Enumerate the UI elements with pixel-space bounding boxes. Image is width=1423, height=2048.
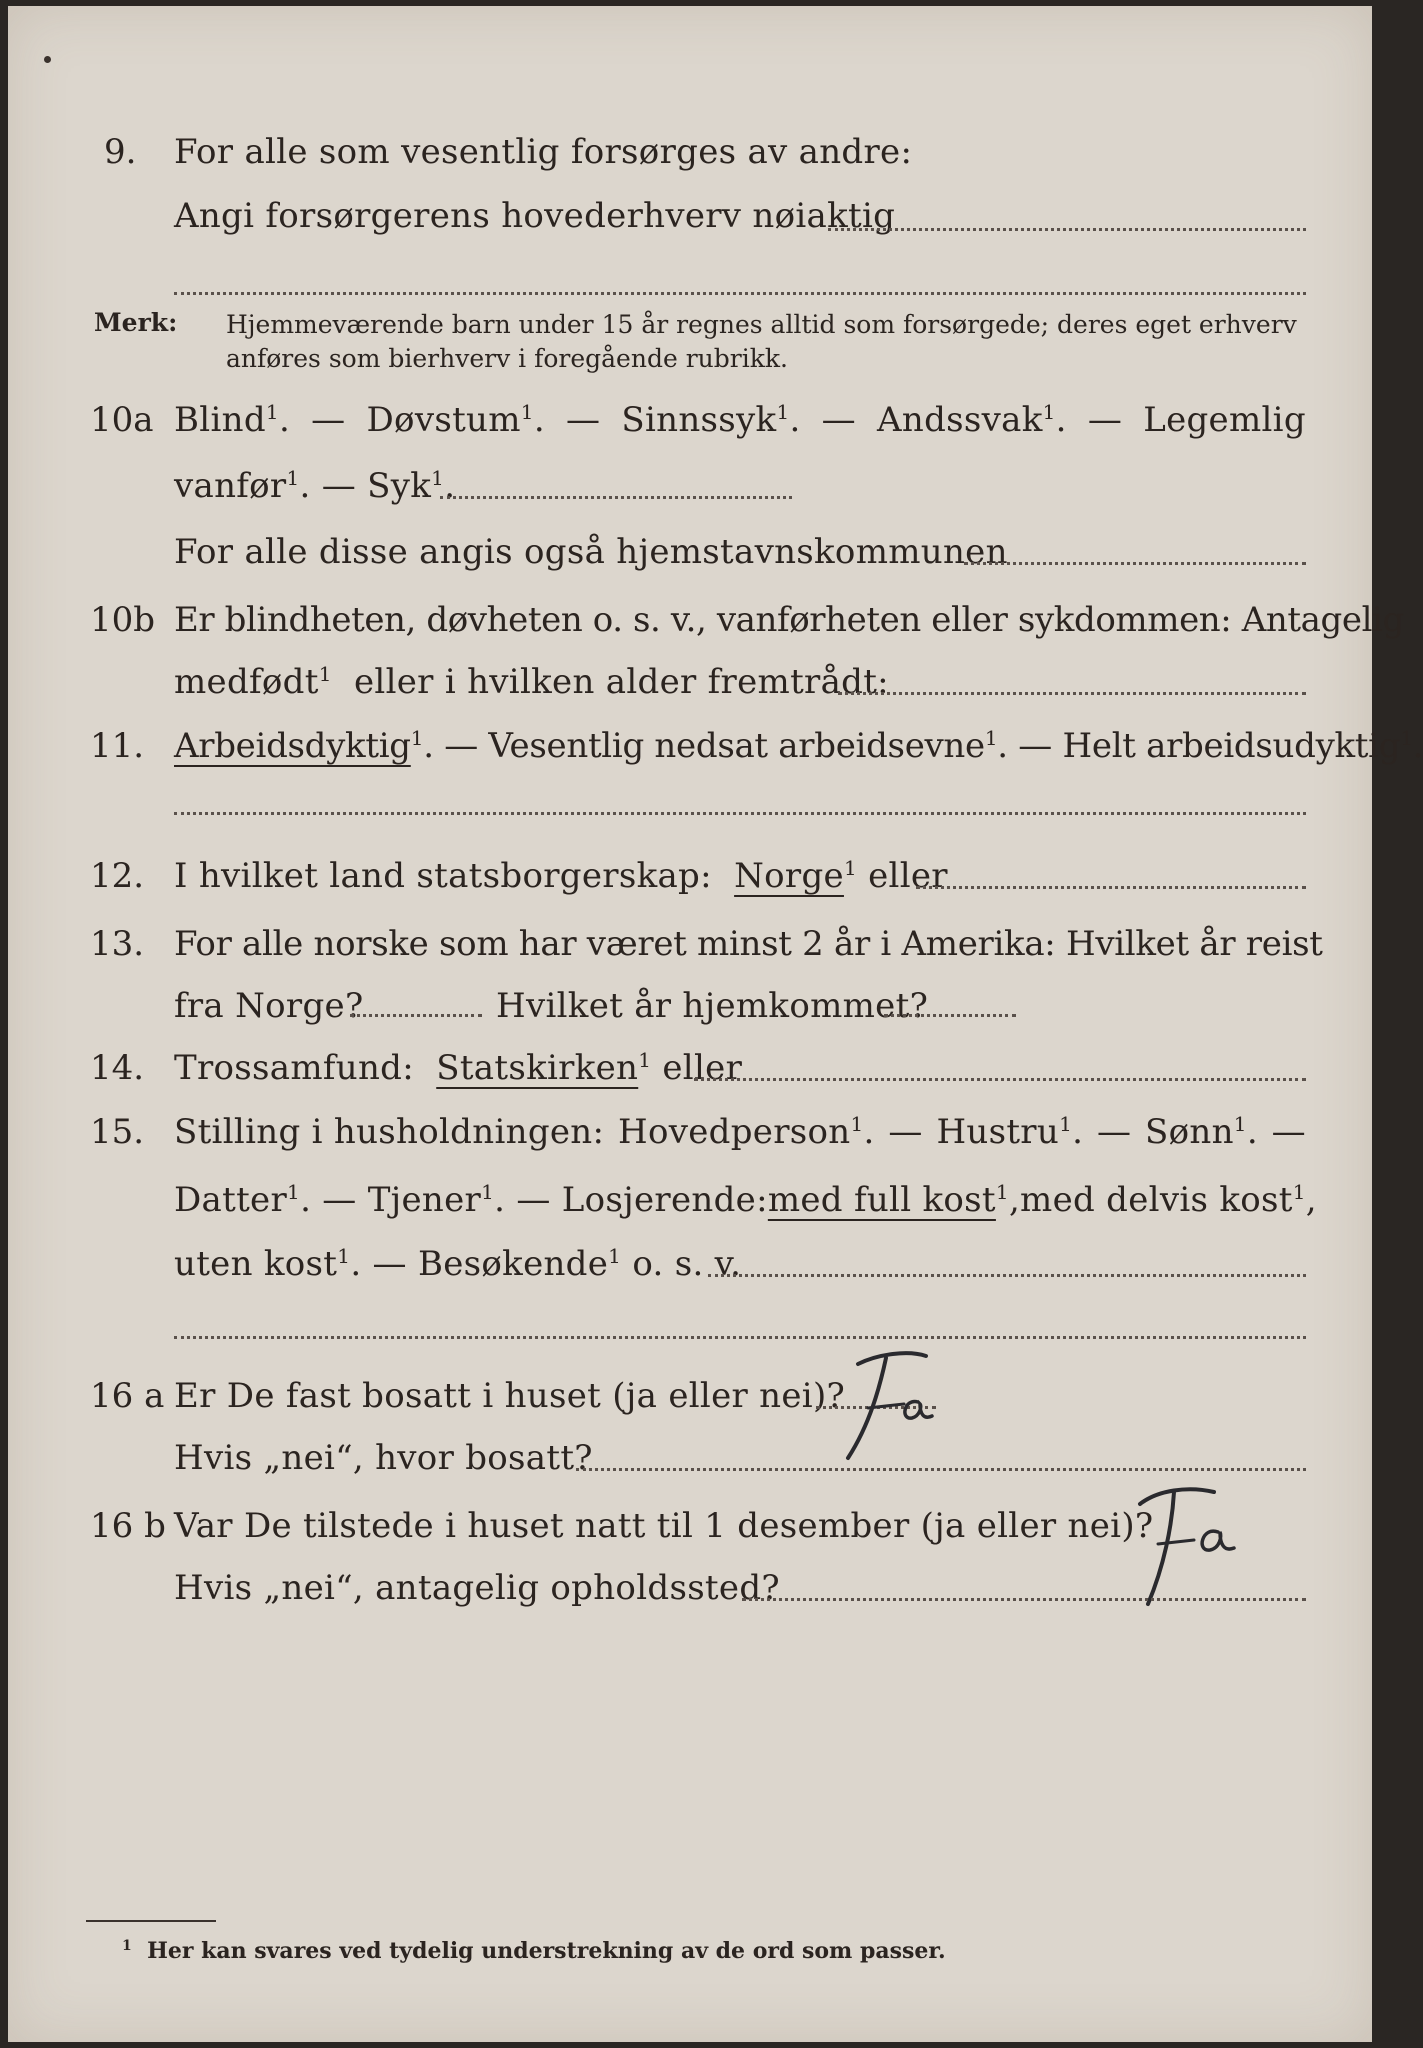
blind-option: Blind	[174, 400, 266, 440]
q11-line: Arbeidsdyktig$^1$. — Vesentlig nedsat arbeidsevne$^1$. — Helt arbeidsudyktig$^1$.	[174, 726, 1423, 766]
andssvak-option: Andssvak	[877, 400, 1043, 440]
footnote-rule	[86, 1920, 216, 1922]
q16b-line1: Var De tilstede i huset natt til 1 desember (ja eller nei)?	[174, 1506, 1154, 1546]
merk-line2: anføres som bierhverv i foregående rubrikk.	[226, 344, 788, 373]
vanfor-option: vanfør	[174, 466, 287, 506]
q9-line1: For alle som vesentlig forsørges av andre:	[174, 132, 913, 172]
q15-answer-line[interactable]	[708, 1274, 1306, 1277]
census-form-page	[8, 6, 1423, 2042]
dovstum-option: Døvstum	[366, 400, 521, 440]
q11-answer-line[interactable]	[174, 812, 1306, 815]
legemlig-option: Legemlig	[1143, 400, 1306, 440]
q14-answer-line[interactable]	[694, 1078, 1306, 1081]
q16a-number: 16 a	[90, 1376, 165, 1416]
sinnssyk-option: Sinnssyk	[621, 400, 777, 440]
q13-line1: For alle norske som har været minst 2 år i Amerika: Hvilket år reist	[174, 924, 1323, 964]
uten-kost-option: uten kost	[174, 1244, 338, 1284]
q13-number: 13.	[90, 924, 145, 964]
merk-line1: Hjemmeværende barn under 15 år regnes alltid som forsørgede; deres eget erhverv	[226, 310, 1297, 339]
q15-line3: uten kost$^1$. — Besøkende$^1$ o. s. v.	[174, 1244, 742, 1284]
statskirken-option-underlined: Statskirken	[436, 1048, 639, 1088]
tjener-option: Tjener	[367, 1180, 482, 1220]
dash: —	[1087, 400, 1123, 440]
q15-stilling: Stilling i husholdningen:	[174, 1112, 605, 1152]
q15-number: 15.	[90, 1112, 145, 1152]
q10a-syk-line[interactable]	[440, 496, 792, 499]
q16b-number: 16 b	[90, 1506, 166, 1546]
q9-answer-line[interactable]	[828, 228, 1306, 231]
q9-answer-line-2[interactable]	[174, 292, 1306, 295]
q16a-bosatt-line[interactable]	[576, 1468, 1306, 1471]
med-delvis-kost-option: med delvis kost	[1020, 1180, 1293, 1220]
q10b-answer-line[interactable]	[838, 692, 1306, 695]
dash: —	[311, 400, 346, 440]
q16a-line1: Er De fast bosatt i huset (ja eller nei)?	[174, 1376, 846, 1416]
dash: —	[565, 400, 601, 440]
q14-number: 14.	[90, 1048, 145, 1088]
q10b-line1: Er blindheten, døvheten o. s. v., vanførheten eller sykdommen: Antagelig	[174, 600, 1404, 640]
losjerende-label: Losjerende:	[561, 1180, 768, 1220]
footnote: $^1$ Her kan svares ved tydelig understrekning av de ord som passer.	[122, 1938, 946, 1964]
datter-option: Datter	[174, 1180, 288, 1220]
hovedperson-option: Hovedperson	[618, 1112, 851, 1152]
q12-answer-line[interactable]	[916, 886, 1306, 889]
norge-option-underlined: Norge	[734, 856, 844, 896]
q16a-line2: Hvis „nei“, hvor bosatt?	[174, 1438, 593, 1478]
besokende-option: Besøkende	[417, 1244, 609, 1284]
q16b-opholdssted-line[interactable]	[742, 1598, 1306, 1601]
q16b-handwritten-answer-ja	[1118, 1482, 1258, 1612]
q14-line: Trossamfund: Statskirken$^1$ eller	[174, 1048, 743, 1088]
q10a-kommune-line[interactable]	[964, 562, 1306, 565]
q10b-line2: medfødt$^1$ eller i hvilken alder fremtrådt:	[174, 662, 889, 702]
medfodt-option: medfødt	[174, 662, 319, 702]
sonn-option: Sønn	[1145, 1112, 1234, 1152]
q15-answer-line-2[interactable]	[174, 1336, 1306, 1339]
ink-speck	[44, 56, 51, 63]
med-full-kost-option-underlined: med full kost	[767, 1180, 996, 1220]
q12-number: 12.	[90, 856, 145, 896]
q13-reist-line[interactable]	[350, 1014, 482, 1017]
q13-line2b: Hvilket år hjemkommet?	[496, 986, 929, 1026]
q16b-line2: Hvis „nei“, antagelig opholdssted?	[174, 1568, 780, 1608]
merk-label: Merk:	[94, 308, 178, 337]
q9-line2: Angi forsørgerens hovederhverv nøiaktig	[174, 196, 896, 236]
footnote-text: Her kan svares ved tydelig understrekning av de ord som passer.	[147, 1938, 946, 1964]
hustru-option: Hustru	[936, 1112, 1060, 1152]
q13-line2a: fra Norge?	[174, 986, 364, 1026]
syk-option: Syk	[367, 466, 432, 506]
arbeidsdyktig-option-underlined: Arbeidsdyktig	[174, 726, 411, 766]
q13-hjemkommet-line[interactable]	[884, 1014, 1016, 1017]
q14-text: Trossamfund:	[174, 1048, 415, 1088]
q15-line1: Stilling i husholdningen: Hovedperson$^1$. — Hustru$^1$. — Sønn$^1$. —	[174, 1112, 1306, 1152]
q11-number: 11.	[90, 726, 145, 766]
q15-line2: Datter$^1$. — Tjener$^1$. — Losjerende: med full kost$^1$, med delvis kost$^1$,	[174, 1180, 1317, 1220]
q12-text: I hvilket land statsborgerskap:	[174, 856, 712, 896]
q12-line: I hvilket land statsborgerskap: Norge$^1$ eller	[174, 856, 948, 896]
q10a-line1: Blind$^1$. — Døvstum$^1$. — Sinnssyk$^1$. — Andssvak$^1$. — Legemlig	[174, 400, 1306, 440]
q9-number: 9.	[104, 132, 137, 172]
q10b-line2-rest: eller i hvilken alder fremtrådt:	[353, 662, 889, 702]
q10b-number: 10b	[90, 600, 156, 640]
dash: —	[821, 400, 856, 440]
q16a-handwritten-answer-ja	[808, 1346, 948, 1466]
q10a-number: 10a	[90, 400, 154, 440]
q10a-line2: vanfør$^1$. — Syk$^1$.	[174, 466, 456, 506]
q10a-line3: For alle disse angis også hjemstavnskommunen	[174, 532, 1008, 572]
